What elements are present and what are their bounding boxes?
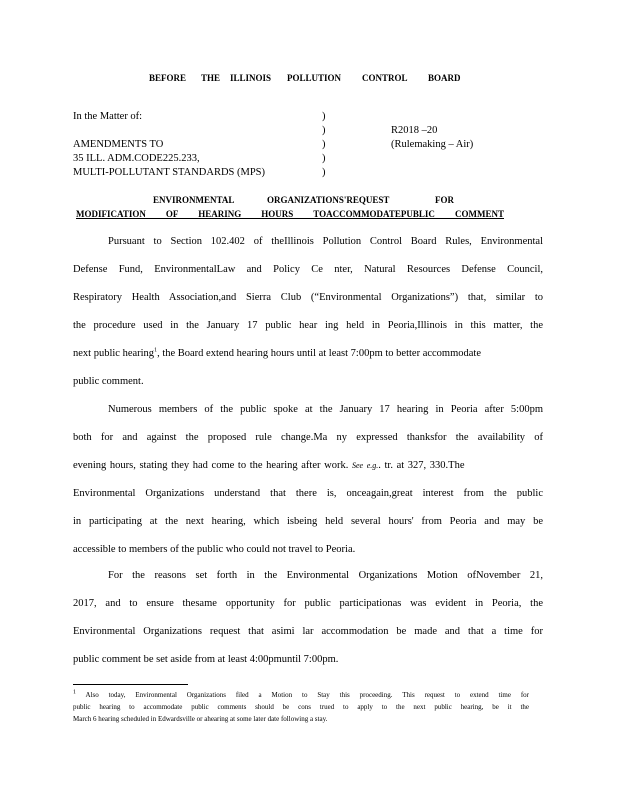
text-line: Environmental Organizations request that asimi lar accommodation be made and that a time for	[73, 626, 543, 637]
text-line: in participating at the next hearing, which isbeing held several hours' from Peoria and may be	[73, 516, 543, 527]
footnote-line: public hearing to accommodate public comments should be cons trued to apply to the next public hearing, be it the	[73, 703, 529, 711]
text-line	[73, 460, 465, 471]
caption-matter-of: In the Matter of:	[73, 111, 143, 122]
text-fragment: , the Board extend hearing hours until at least 7:00pm to better accommodate	[157, 348, 482, 359]
footnote-divider	[73, 684, 188, 685]
header-illinois: ILLINOIS	[230, 73, 272, 83]
footnote-line: March 6 hearing scheduled in Edwardsville or ahearing at some later date following a stay.	[73, 715, 328, 723]
text-line: Respiratory Health Association,and Sierra Club (“Environmental Organizations”) that, similar to	[73, 292, 543, 303]
citation-signal: See	[351, 461, 364, 470]
text-line: accessible to members of the public who could not travel to Peoria.	[73, 544, 356, 555]
footnote-text: Also today, Environmental Organizations filed a Motion to Stay this proceeding. This request to extend time for	[76, 691, 529, 699]
caption-standards: MULTI-POLLUTANT STANDARDS (MPS)	[73, 167, 265, 178]
title-for: FOR	[435, 195, 454, 205]
text-fragment: evening hours, stating they had come to the hearing after work.	[73, 460, 349, 471]
caption-amendments: AMENDMENTS TO	[73, 139, 164, 150]
header-before: BEFORE	[149, 73, 187, 83]
caption-paren: )	[322, 167, 326, 178]
text-line: the procedure used in the January 17 public hear ing held in Peoria,Illinois in this matter, the	[73, 320, 543, 331]
citation-eg: e.g.	[366, 461, 379, 470]
footnote-number: 1	[73, 689, 76, 696]
title-environmental: ENVIRONMENTAL	[153, 195, 235, 205]
header-pollution: POLLUTION	[287, 73, 342, 83]
text-fragment: next public hearing	[73, 348, 155, 359]
header-board: BOARD	[428, 73, 461, 83]
caption-paren: )	[322, 125, 326, 136]
text-line	[73, 348, 481, 359]
caption-paren: )	[322, 111, 326, 122]
header-control: CONTROL	[362, 73, 408, 83]
text-line: Environmental Organizations understand that there is, onceagain,great interest from the public	[73, 488, 543, 499]
text-line: both for and against the proposed rule change.Ma ny expressed thanksfor the availability of	[73, 432, 543, 443]
text-line: public comment be set aside from at least 4:00pmuntil 7:00pm.	[73, 654, 339, 665]
footnote-line	[73, 691, 529, 699]
text-line: 2017, and to ensure thesame opportunity for public participationas was evident in Peoria, the	[73, 598, 543, 609]
title-line-2: MODIFICATION OF HEARING HOURS TOACCOMMODATEPUBLIC COMMENT	[76, 209, 504, 219]
caption-paren: )	[322, 153, 326, 164]
caption-paren: )	[322, 139, 326, 150]
caption-code: 35 ILL. ADM.CODE225.233,	[73, 153, 200, 164]
text-line: public comment.	[73, 376, 144, 387]
footnote-ref: 1	[154, 347, 158, 354]
header-the: THE	[201, 73, 221, 83]
text-line: For the reasons set forth in the Environmental Organizations Motion ofNovember 21,	[108, 570, 543, 581]
text-line: Numerous members of the public spoke at the January 17 hearing in Peoria after 5:00pm	[108, 404, 543, 415]
docket-number: R2018 –20	[391, 125, 438, 136]
title-organizations-request: ORGANIZATIONS'REQUEST	[267, 195, 390, 205]
docket-type: (Rulemaking – Air)	[391, 139, 474, 150]
text-line: Pursuant to Section 102.402 of theIllinois Pollution Control Board Rules, Environmental	[108, 236, 543, 247]
text-line: Defense Fund, EnvironmentalLaw and Policy Ce nter, Natural Resources Defense Council,	[73, 264, 543, 275]
text-fragment: . tr. at 327, 330.The	[378, 460, 465, 471]
